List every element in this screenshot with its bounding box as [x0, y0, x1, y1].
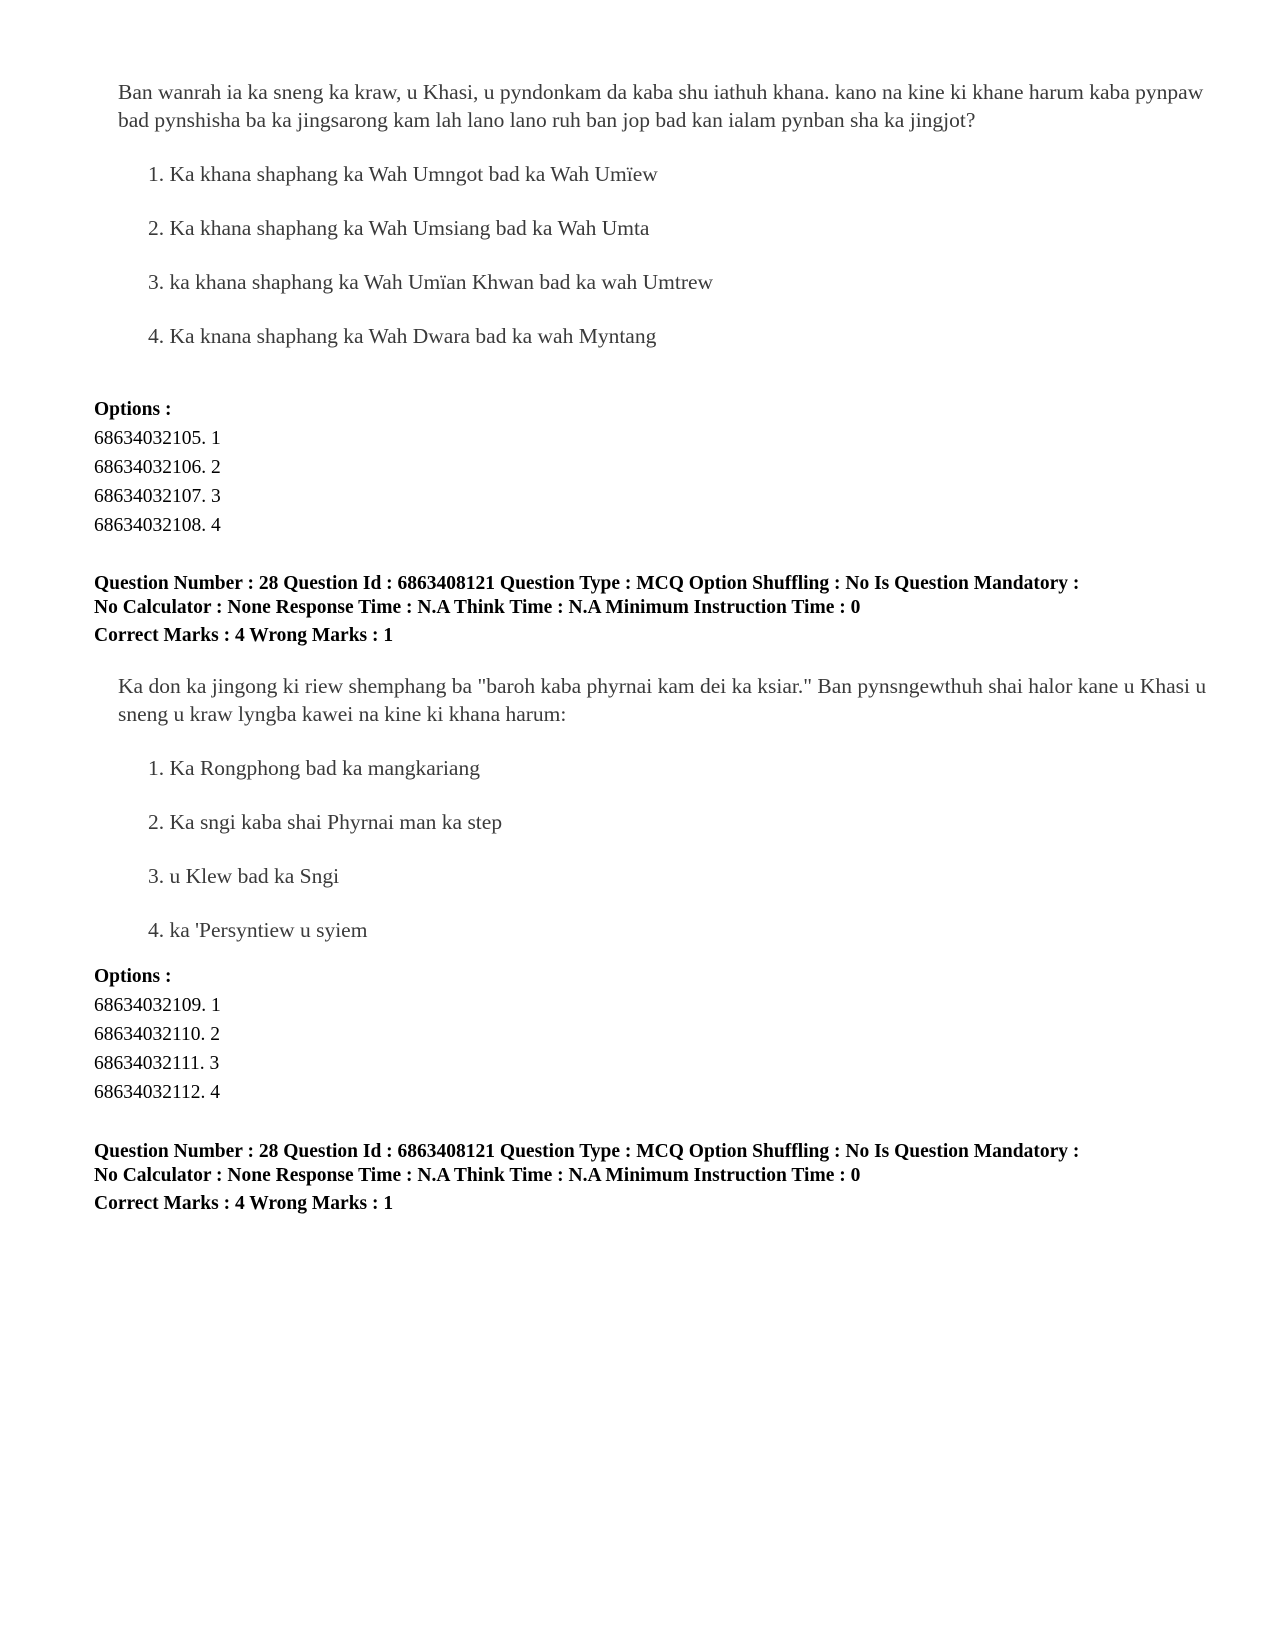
- option-line: 68634032112. 4: [94, 1082, 221, 1103]
- options-block-2: [94, 962, 1214, 1107]
- question-header-2: [94, 572, 1214, 648]
- question-item: 4. ka 'Persyntiew u syiem: [148, 918, 368, 942]
- options-label: Options :: [94, 966, 172, 987]
- marks-line: Correct Marks : 4 Wrong Marks : 1: [94, 1193, 394, 1214]
- question-item: 1. Ka khana shaphang ka Wah Umngot bad ka Wah Umïew: [148, 162, 658, 186]
- question-meta-line: No Calculator : None Response Time : N.A Think Time : N.A Minimum Instruction Time : 0: [94, 597, 861, 618]
- question-item: 2. Ka khana shaphang ka Wah Umsiang bad ka Wah Umta: [148, 216, 650, 240]
- question-stem: Ban wanrah ia ka sneng ka kraw, u Khasi, u pyndonkam da kaba shu iathuh khana. kano na kine ki khane harum kaba pynpaw bad pynshisha ba ka jingsarong kam lah lano lano ruh ban jop bad kan ialam pynban sha ka jingjot?: [118, 80, 1204, 132]
- option-line: 68634032110. 2: [94, 1024, 221, 1045]
- question-item-list: [118, 160, 1208, 350]
- option-line: 68634032111. 3: [94, 1053, 220, 1074]
- question-item-list: [118, 754, 1208, 944]
- question-item: 2. Ka sngi kaba shai Phyrnai man ka step: [148, 810, 503, 834]
- option-line: 68634032106. 2: [94, 457, 221, 478]
- question-header-3: [94, 1140, 1214, 1216]
- question-meta-line: Question Number : 28 Question Id : 6863408121 Question Type : MCQ Option Shuffling : No Is Question Mandatory :: [94, 573, 1080, 594]
- option-line: 68634032107. 3: [94, 486, 221, 507]
- marks-line: Correct Marks : 4 Wrong Marks : 1: [94, 625, 394, 646]
- option-line: 68634032108. 4: [94, 515, 221, 536]
- question-stem: Ka don ka jingong ki riew shemphang ba "baroh kaba phyrnai kam dei ka ksiar." Ban pynsngewthuh shai halor kane u Khasi u sneng u kraw lyngba kawei na kine ki khana harum:: [118, 674, 1207, 726]
- option-line: 68634032109. 1: [94, 995, 221, 1016]
- question-meta-line: Question Number : 28 Question Id : 6863408121 Question Type : MCQ Option Shuffling : No Is Question Mandatory :: [94, 1141, 1080, 1162]
- options-label: Options :: [94, 399, 172, 420]
- options-block-1: [94, 395, 1214, 540]
- question-item: 3. ka khana shaphang ka Wah Umïan Khwan bad ka wah Umtrew: [148, 270, 714, 294]
- question-item: 4. Ka knana shaphang ka Wah Dwara bad ka wah Myntang: [148, 324, 657, 348]
- question-meta-line: No Calculator : None Response Time : N.A Think Time : N.A Minimum Instruction Time : 0: [94, 1165, 861, 1186]
- question-item: 3. u Klew bad ka Sngi: [148, 864, 340, 888]
- question-image-1: [118, 78, 1208, 350]
- option-line: 68634032105. 1: [94, 428, 221, 449]
- question-item: 1. Ka Rongphong bad ka mangkariang: [148, 756, 480, 780]
- question-image-2: [118, 672, 1208, 944]
